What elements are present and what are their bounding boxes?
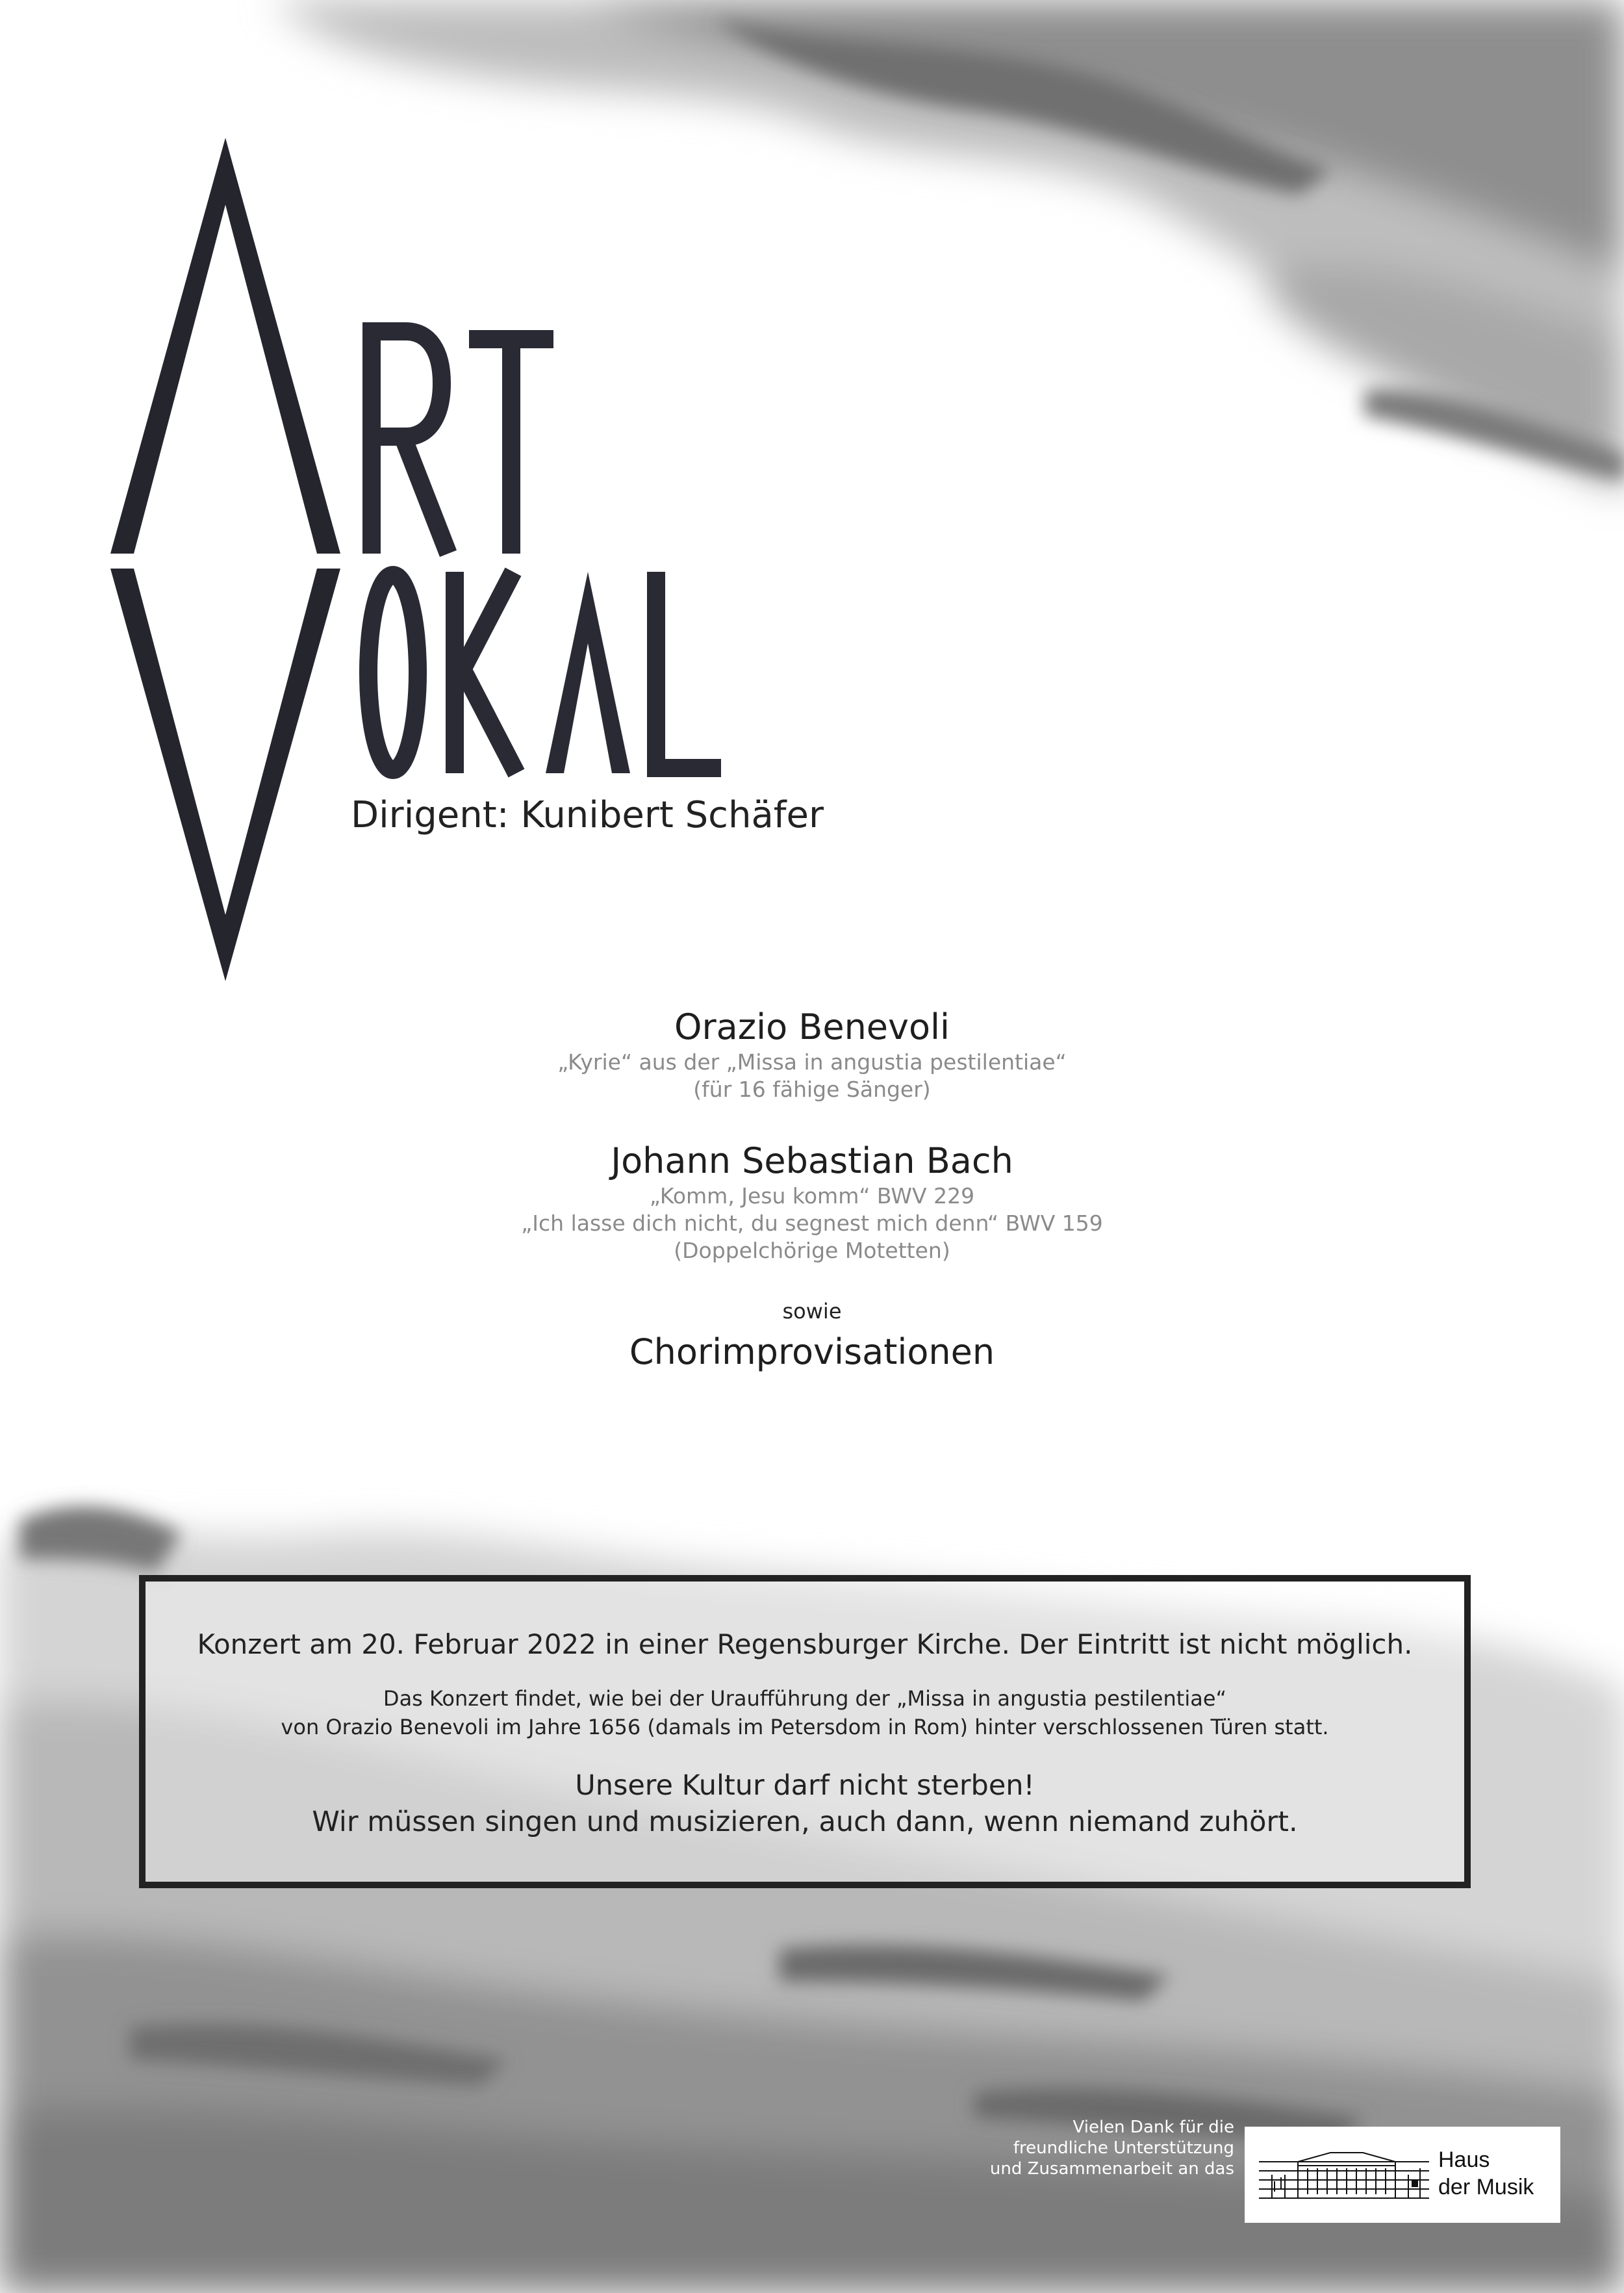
work-title: „Kyrie“ aus der „Missa in angustia pestilentiae“ xyxy=(557,1049,1067,1075)
building-icon xyxy=(1259,2149,1429,2202)
program-item xyxy=(325,1006,1299,1103)
logo-letter-o-shape xyxy=(368,575,418,770)
program-list xyxy=(325,1006,1299,1375)
work-title: „Komm, Jesu komm“ BWV 229 xyxy=(649,1183,975,1209)
concert-date-line: Konzert am 20. Februar 2022 in einer Regensburger Kirche. Der Eintritt ist nicht möglich. xyxy=(197,1628,1413,1660)
appeal-line: Wir müssen singen und musizieren, auch dann, wenn niemand zuhört. xyxy=(312,1806,1298,1838)
concert-note-line: von Orazio Benevoli im Jahre 1656 (damals im Petersdom in Rom) hinter verschlossenen Türen statt. xyxy=(281,1715,1329,1739)
thanks-text xyxy=(990,2117,1234,2179)
logo-letter-t-shape xyxy=(469,339,553,554)
conductor-credit: Dirigent: Kunibert Schäfer xyxy=(351,794,824,836)
concert-info-box xyxy=(139,1575,1471,1888)
sowie-label: sowie xyxy=(782,1299,842,1324)
appeal-text xyxy=(146,1767,1464,1840)
thanks-line: und Zusammenarbeit an das xyxy=(989,2159,1234,2179)
thanks-line: Vielen Dank für die xyxy=(1072,2118,1234,2137)
concert-note-line: Das Konzert findet, wie bei der Uraufführung der „Missa in angustia pestilentiae“ xyxy=(383,1686,1227,1711)
logo-letter-small-a-shape xyxy=(546,572,630,773)
composer-name: Orazio Benevoli xyxy=(674,1006,950,1047)
program-item xyxy=(325,1140,1299,1264)
appeal-line: Unsere Kultur darf nicht sterben! xyxy=(575,1769,1035,1802)
logo-letter-v-shape xyxy=(110,569,340,981)
art-vokal-logo xyxy=(0,0,1624,1040)
thanks-line: freundliche Unterstützung xyxy=(1013,2138,1234,2158)
sponsor-name xyxy=(1438,2146,1534,2201)
improvisation-title: Chorimprovisationen xyxy=(629,1331,995,1372)
logo-letter-a-shape xyxy=(110,138,340,554)
work-title: „Ich lasse dich nicht, du segnest mich denn“ BWV 159 xyxy=(521,1211,1103,1236)
composer-name: Johann Sebastian Bach xyxy=(611,1140,1013,1181)
concert-note xyxy=(146,1684,1464,1741)
sponsor-name-line: Haus xyxy=(1438,2147,1490,2172)
work-title: (Doppelchörige Motetten) xyxy=(674,1238,950,1263)
logo-letter-k-shape xyxy=(455,572,516,773)
logo-letter-r-shape xyxy=(372,331,448,554)
work-title: (für 16 fähige Sänger) xyxy=(693,1077,931,1102)
logo-letter-l-shape xyxy=(656,572,721,768)
sponsor-name-line: der Musik xyxy=(1438,2175,1534,2199)
sponsor-logo-haus-der-musik xyxy=(1245,2127,1560,2223)
